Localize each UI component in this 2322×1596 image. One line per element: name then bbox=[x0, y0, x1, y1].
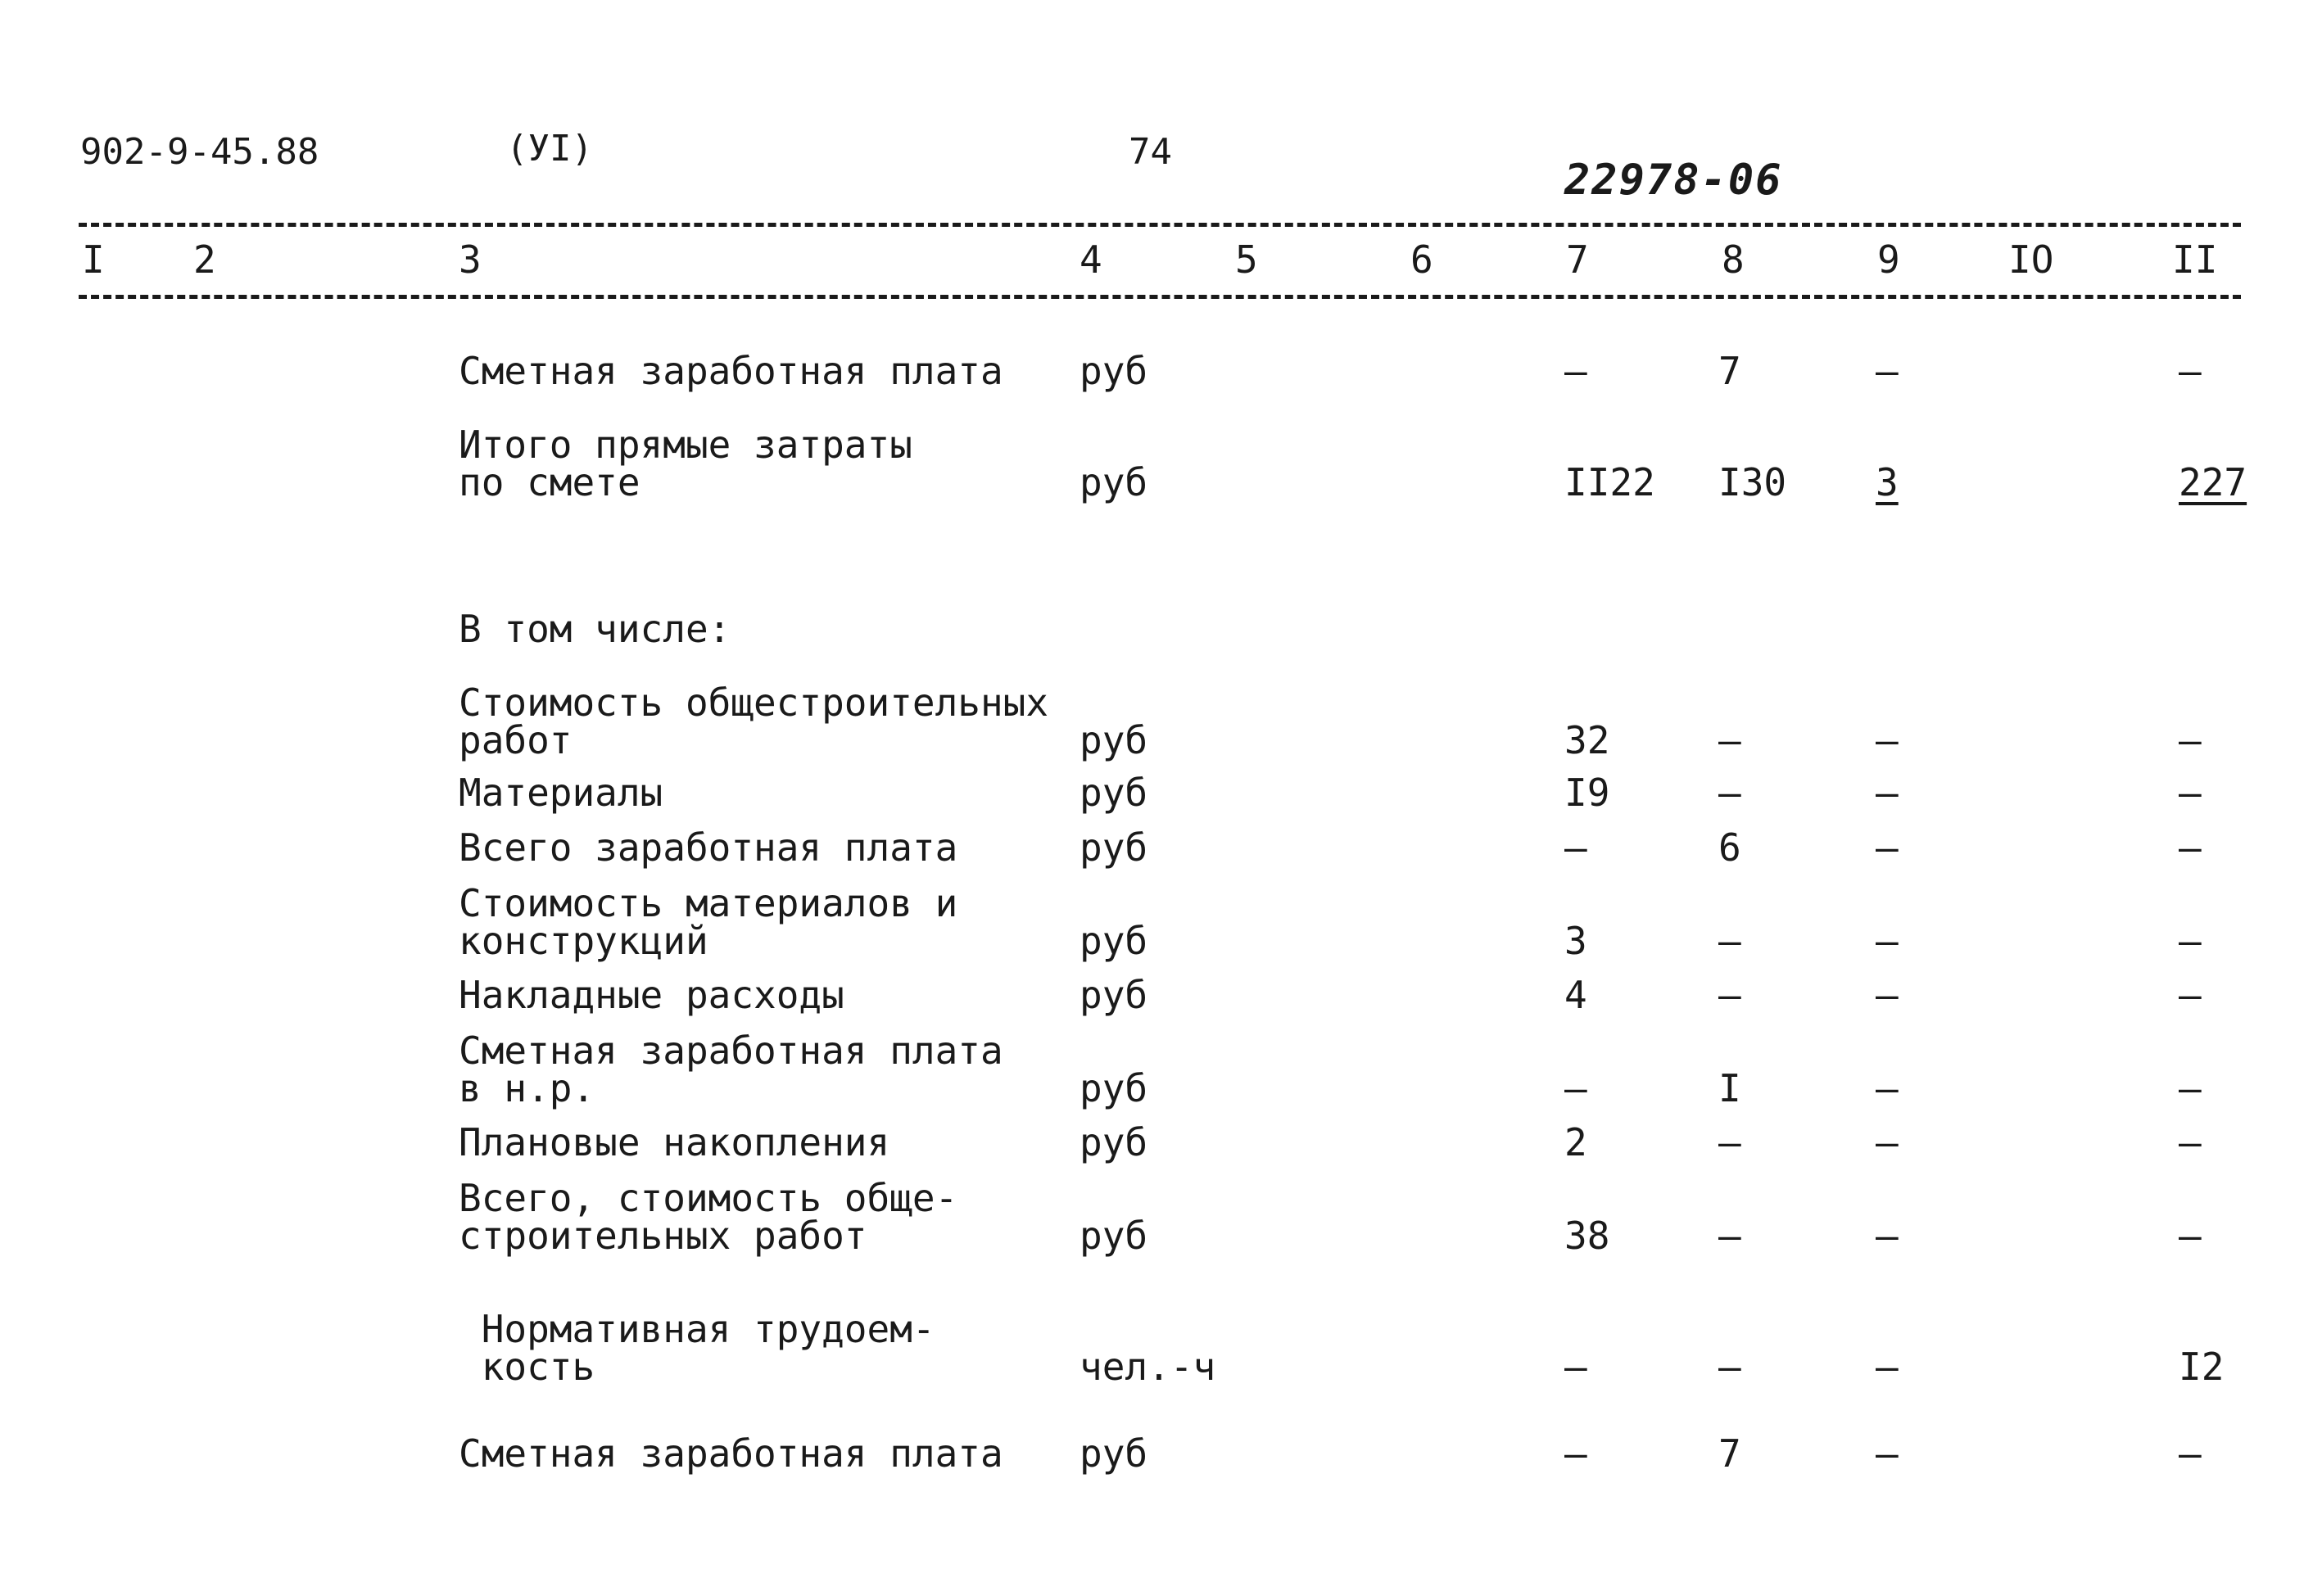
row-label: Нормативная трудоем- кость bbox=[481, 1307, 935, 1389]
header-top-rule bbox=[79, 223, 2241, 227]
unit-cell: руб bbox=[1080, 973, 1148, 1017]
column-number: 3 bbox=[459, 237, 482, 282]
cost-cell: I9 bbox=[1564, 771, 1610, 815]
row-label: Всего заработная плата bbox=[459, 825, 958, 870]
labor-cell: – bbox=[2179, 771, 2202, 815]
unit-cell: чел.-ч bbox=[1080, 1345, 1216, 1389]
cost-cell: 4 bbox=[1564, 973, 1587, 1017]
wage-cell: I30 bbox=[1718, 460, 1787, 504]
wage-cell: – bbox=[1718, 1345, 1741, 1389]
row-label: Накладные расходы bbox=[459, 973, 844, 1017]
column-number: IO bbox=[2008, 237, 2054, 282]
wage-cell: I bbox=[1718, 1066, 1741, 1110]
header-bottom-rule bbox=[79, 295, 2241, 299]
row-label: Всего, стоимость обще- строительных работ bbox=[459, 1176, 958, 1258]
cost-cell: – bbox=[1564, 1066, 1587, 1110]
column-number: 6 bbox=[1410, 237, 1433, 282]
labor-cell: – bbox=[2179, 1120, 2202, 1164]
album-number: (УI) bbox=[506, 128, 593, 170]
unit-cell: руб bbox=[1080, 919, 1148, 963]
machine-cell: – bbox=[1876, 718, 1899, 762]
row-label: Стоимость общестроительных работ bbox=[459, 680, 1049, 762]
row-label: Сметная заработная плата bbox=[459, 1431, 1003, 1476]
column-number: 7 bbox=[1566, 237, 1589, 282]
column-number: 5 bbox=[1235, 237, 1258, 282]
wage-cell: – bbox=[1718, 718, 1741, 762]
column-number: II bbox=[2172, 237, 2218, 282]
page-number: 74 bbox=[1129, 131, 1172, 173]
row-label: В том числе: bbox=[459, 607, 731, 651]
column-number: 9 bbox=[1877, 237, 1900, 282]
cost-cell: – bbox=[1564, 1345, 1587, 1389]
machine-cell: – bbox=[1876, 349, 1899, 393]
labor-cell: – bbox=[2179, 1066, 2202, 1110]
row-label: Плановые накопления bbox=[459, 1120, 890, 1164]
unit-cell: руб bbox=[1080, 460, 1148, 504]
machine-cell: – bbox=[1876, 1431, 1899, 1476]
wage-cell: – bbox=[1718, 771, 1741, 815]
labor-cell: – bbox=[2179, 825, 2202, 870]
cost-cell: 38 bbox=[1564, 1214, 1610, 1258]
column-number: 8 bbox=[1722, 237, 1745, 282]
machine-cell: 3 bbox=[1876, 460, 1899, 504]
labor-cell: 227 bbox=[2179, 460, 2247, 504]
cost-cell: 2 bbox=[1564, 1120, 1587, 1164]
machine-cell: – bbox=[1876, 973, 1899, 1017]
labor-cell: – bbox=[2179, 1214, 2202, 1258]
machine-cell: – bbox=[1876, 1066, 1899, 1110]
row-label: Сметная заработная плата в н.р. bbox=[459, 1029, 1003, 1110]
column-number: I bbox=[82, 237, 105, 282]
row-label: Материалы bbox=[459, 771, 663, 815]
unit-cell: руб bbox=[1080, 1066, 1148, 1110]
wage-cell: 7 bbox=[1718, 1431, 1741, 1476]
unit-cell: руб bbox=[1080, 825, 1148, 870]
labor-cell: – bbox=[2179, 973, 2202, 1017]
machine-cell: – bbox=[1876, 825, 1899, 870]
wage-cell: 6 bbox=[1718, 825, 1741, 870]
machine-cell: – bbox=[1876, 771, 1899, 815]
cost-cell: 32 bbox=[1564, 718, 1610, 762]
machine-cell: – bbox=[1876, 1120, 1899, 1164]
document-number: 902-9-45.88 bbox=[80, 131, 319, 173]
unit-cell: руб bbox=[1080, 1214, 1148, 1258]
cost-cell: 3 bbox=[1564, 919, 1587, 963]
machine-cell: – bbox=[1876, 1345, 1899, 1389]
labor-cell: – bbox=[2179, 718, 2202, 762]
unit-cell: руб bbox=[1080, 1120, 1148, 1164]
cost-cell: II22 bbox=[1564, 460, 1655, 504]
inventory-stamp: 22978-06 bbox=[1564, 156, 1783, 205]
row-label: Итого прямые затраты по смете bbox=[459, 423, 912, 504]
wage-cell: – bbox=[1718, 973, 1741, 1017]
wage-cell: – bbox=[1718, 1214, 1741, 1258]
cost-cell: – bbox=[1564, 349, 1587, 393]
unit-cell: руб bbox=[1080, 718, 1148, 762]
cost-cell: – bbox=[1564, 825, 1587, 870]
machine-cell: – bbox=[1876, 1214, 1899, 1258]
unit-cell: руб bbox=[1080, 771, 1148, 815]
labor-cell: – bbox=[2179, 349, 2202, 393]
labor-cell: I2 bbox=[2179, 1345, 2225, 1389]
labor-cell: – bbox=[2179, 919, 2202, 963]
cost-cell: – bbox=[1564, 1431, 1587, 1476]
machine-cell: – bbox=[1876, 919, 1899, 963]
row-label: Стоимость материалов и конструкций bbox=[459, 881, 958, 963]
wage-cell: – bbox=[1718, 1120, 1741, 1164]
unit-cell: руб bbox=[1080, 1431, 1148, 1476]
labor-cell: – bbox=[2179, 1431, 2202, 1476]
column-number: 2 bbox=[193, 237, 216, 282]
wage-cell: – bbox=[1718, 919, 1741, 963]
row-label: Сметная заработная плата bbox=[459, 349, 1003, 393]
unit-cell: руб bbox=[1080, 349, 1148, 393]
column-number: 4 bbox=[1080, 237, 1102, 282]
wage-cell: 7 bbox=[1718, 349, 1741, 393]
